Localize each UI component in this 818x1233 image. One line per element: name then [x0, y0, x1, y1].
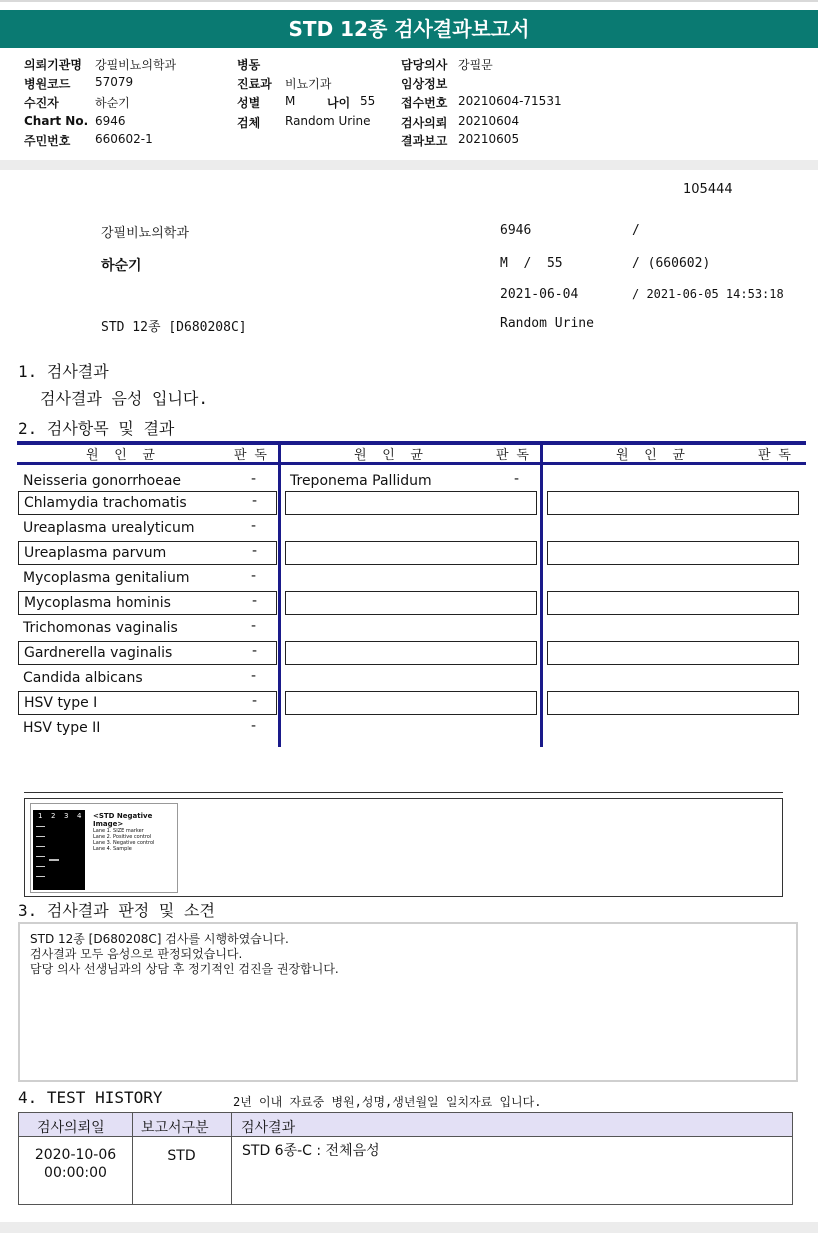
bottom-border: [0, 1222, 818, 1233]
pathogen-result: -: [251, 568, 257, 584]
pathogen-result: -: [251, 518, 257, 534]
report-title: STD 12종 검사결과보고서: [0, 10, 818, 48]
table-row: [18, 616, 276, 640]
ward-label: 병동: [237, 58, 261, 72]
history-result: STD 6종-C : 전체음성: [242, 1143, 380, 1159]
summary-slash: /: [632, 223, 640, 238]
th-pathogen-2: 원 인 균: [354, 448, 423, 463]
gel-legend-item: Lane 4. Sample: [93, 846, 132, 852]
table-row: [18, 541, 277, 565]
dept-value: 비뇨기과: [285, 77, 332, 91]
receipt-label: 접수번호: [401, 96, 448, 110]
history-header-result: 검사결과: [241, 1120, 296, 1136]
dept-label: 진료과: [237, 77, 272, 91]
positive-band: [49, 859, 59, 861]
pathogen-name: Treponema Pallidum: [290, 473, 432, 489]
summary-institution: 강필비뇨의학과: [101, 226, 189, 241]
age-label: 나이: [327, 96, 351, 110]
section4-title: 4. TEST HISTORY: [18, 1088, 163, 1107]
pathogen-result: -: [251, 718, 257, 734]
th-pathogen-3: 원 인 균: [616, 448, 685, 463]
report-date-value: 20210605: [458, 132, 520, 146]
table-row: [18, 691, 277, 715]
th-result-3: 판 독: [758, 448, 791, 463]
pathogen-result: -: [252, 643, 258, 659]
resident-value: 660602-1: [95, 132, 153, 146]
column2-rows: [285, 466, 538, 746]
summary-chart: 6946: [500, 223, 532, 238]
history-table: [18, 1112, 793, 1205]
resident-label: 주민번호: [24, 134, 71, 148]
header-separator: [0, 160, 818, 170]
summary-report-date: / 2021-06-05 14:53:18: [632, 287, 784, 301]
opinion-line: STD 12종 [D680208C] 검사를 시행하였습니다.: [30, 932, 289, 946]
pathogen-result: -: [252, 493, 258, 509]
table-row: [18, 591, 277, 615]
marker-band: [36, 846, 45, 847]
pathogen-name: Ureaplasma urealyticum: [23, 520, 195, 536]
gel-legend-item: Lane 3. Negative control: [93, 840, 155, 846]
gel-legend: [93, 828, 154, 852]
marker-band: [36, 876, 45, 877]
report-date-label: 결과보고: [401, 134, 448, 148]
marker-band: [36, 826, 45, 827]
institution-value: 강필비뇨의학과: [95, 58, 177, 72]
opinion-line: 검사결과 모두 음성으로 판정되었습니다.: [30, 947, 243, 961]
opinion-line: 담당 의사 선생님과의 상담 후 정기적인 검진을 권장합니다.: [30, 962, 339, 976]
table-row: [285, 641, 537, 665]
column3-rows: [547, 466, 800, 746]
gel-lanes: [33, 810, 85, 890]
table-row: [18, 666, 276, 690]
chart-value: 6946: [95, 114, 126, 128]
table-row: [547, 591, 799, 615]
summary-sex-age: M / 55: [500, 256, 563, 271]
marker-band: [36, 866, 45, 867]
summary-resident: / (660602): [632, 256, 711, 271]
pathogen-name: Mycoplasma hominis: [24, 595, 171, 611]
doctor-value: 강필문: [458, 58, 493, 72]
column-divider-1: [278, 441, 281, 747]
table-row: [285, 469, 537, 493]
pathogen-result: -: [252, 593, 258, 609]
table-row: [547, 491, 799, 515]
pathogen-name: Neisseria gonorrhoeae: [23, 473, 182, 489]
specimen-value: Random Urine: [285, 114, 371, 128]
summary-test: STD 12종 [D680208C]: [101, 320, 247, 335]
table-row: [18, 491, 277, 515]
sex-value: M: [285, 94, 296, 108]
gel-title: <STD Negative Image>: [93, 812, 153, 828]
section1-result: 검사결과 음성 입니다.: [40, 389, 209, 408]
report-number: 105444: [683, 182, 733, 197]
specimen-label: 검체: [237, 116, 261, 130]
table-row: [547, 641, 799, 665]
history-header-row: [19, 1113, 792, 1137]
history-note: 2년 이내 자료중 병원,성명,생년월일 일치자료 입니다.: [233, 1095, 542, 1109]
receipt-value: 20210604-71531: [458, 94, 562, 108]
lane-number: 4: [77, 812, 82, 820]
opinion-box: [18, 922, 798, 1082]
summary-request-date: 2021-06-04: [500, 287, 579, 302]
pathogen-name: Trichomonas vaginalis: [23, 620, 178, 636]
th-pathogen-1: 원 인 균: [86, 448, 155, 463]
request-label: 검사의뢰: [401, 116, 448, 130]
doctor-label: 담당의사: [401, 58, 448, 72]
examinee-label: 수진자: [24, 96, 59, 110]
hospital-code-value: 57079: [95, 75, 134, 89]
table-row: [18, 469, 276, 493]
table-row: [285, 591, 537, 615]
gel-legend-item: Lane 2. Positive control: [93, 834, 152, 840]
gel-image: [30, 803, 178, 893]
chart-label: Chart No.: [24, 114, 89, 128]
pathogen-name: Chlamydia trachomatis: [24, 495, 187, 511]
top-border: [0, 0, 818, 10]
pathogen-name: Gardnerella vaginalis: [24, 645, 173, 661]
history-header-type: 보고서구분: [141, 1120, 209, 1136]
table-row: [285, 541, 537, 565]
lane-number: 3: [64, 812, 69, 820]
th-result-1: 판 독: [234, 448, 267, 463]
lane-number: 2: [51, 812, 56, 820]
section3-title: 3. 검사결과 판정 및 소견: [18, 901, 215, 920]
column1-rows: [18, 466, 277, 746]
section1-title: 1. 검사결과: [18, 362, 109, 381]
summary-specimen: Random Urine: [500, 316, 594, 331]
table-row: [18, 516, 276, 540]
pathogen-name: Mycoplasma genitalium: [23, 570, 190, 586]
history-type: STD: [167, 1148, 196, 1164]
summary-patient: 하순기: [101, 258, 142, 274]
pathogen-result: -: [251, 471, 257, 487]
marker-band: [36, 856, 45, 857]
gel-frame-top-line: [24, 792, 783, 793]
table-row: [18, 566, 276, 590]
pathogen-result: -: [251, 668, 257, 684]
pathogen-name: HSV type II: [23, 720, 101, 736]
pathogen-result: -: [252, 543, 258, 559]
hospital-code-label: 병원코드: [24, 77, 71, 91]
pathogen-name: HSV type I: [24, 695, 98, 711]
table-row: [285, 691, 537, 715]
table-row: [547, 691, 799, 715]
table-row: [285, 491, 537, 515]
pathogen-result: -: [251, 618, 257, 634]
table-row: [18, 716, 276, 740]
clinical-label: 임상정보: [401, 77, 448, 91]
pathogen-name: Candida albicans: [23, 670, 143, 686]
marker-band: [36, 836, 45, 837]
sex-label: 성별: [237, 96, 261, 110]
section2-title: 2. 검사항목 및 결과: [18, 419, 175, 438]
th-result-2: 판 독: [496, 448, 529, 463]
history-header-date: 검사의뢰일: [37, 1120, 105, 1136]
gel-legend-item: Lane 1. SIZE marker: [93, 828, 144, 834]
table-row: [18, 641, 277, 665]
history-time: 00:00:00: [44, 1165, 107, 1181]
column-divider-2: [540, 441, 543, 747]
history-date: 2020-10-06: [34, 1147, 117, 1163]
institution-label: 의뢰기관명: [24, 58, 82, 72]
history-col-divider: [231, 1113, 232, 1204]
lane-number: 1: [38, 812, 43, 820]
pathogen-result: -: [252, 693, 258, 709]
request-value: 20210604: [458, 114, 520, 128]
pathogen-result: -: [514, 471, 520, 487]
table-row: [547, 541, 799, 565]
age-value: 55: [360, 94, 376, 108]
examinee-value: 하순기: [95, 96, 130, 110]
pathogen-name: Ureaplasma parvum: [24, 545, 167, 561]
